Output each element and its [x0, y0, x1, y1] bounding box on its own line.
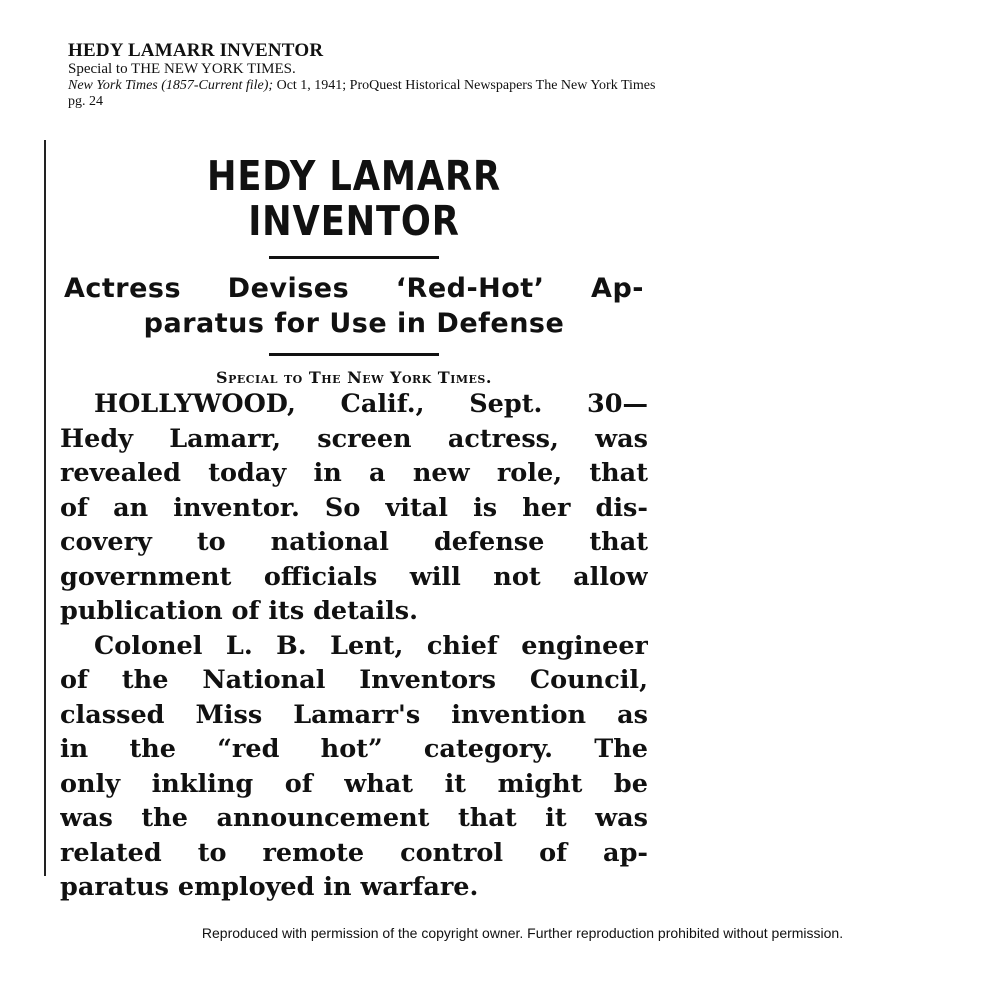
headline: HEDY LAMARR INVENTOR [206, 152, 502, 246]
citation-publication: New York Times (1857-Current file); [68, 78, 274, 94]
text-line: covery to national defense that [60, 527, 648, 558]
text-line: only inkling of what it might be [60, 768, 648, 799]
text-line: was the announcement that it was [60, 803, 648, 834]
paragraph-2 [60, 629, 648, 905]
text-line: Colonel L. B. Lent, chief engineer [94, 630, 648, 661]
headline-rule [269, 256, 439, 259]
text-line: HOLLYWOOD, Calif., Sept. 30— [94, 389, 648, 420]
column-rule [44, 140, 46, 876]
text-line: revealed today in a new role, that [60, 458, 648, 489]
citation-title: HEDY LAMARR INVENTOR [68, 40, 324, 61]
text-line: Hedy Lamarr, screen actress, was [60, 423, 648, 454]
dateline-credit: Special to The New York Times. [216, 368, 492, 388]
text-line: classed Miss Lamarr's invention as [60, 699, 648, 730]
text-line: government officials will not allow [60, 561, 648, 592]
paragraph-1 [60, 387, 648, 629]
article-clipping [60, 150, 648, 905]
citation-byline: Special to THE NEW YORK TIMES. [68, 61, 296, 78]
copyright-notice: Reproduced with permission of the copyright owner. Further reproduction prohibited without permission. [201, 925, 844, 941]
text-line: paratus employed in warfare. [60, 872, 479, 903]
deck-line: Actress Devises ‘Red-Hot’ Ap- [64, 273, 644, 305]
deck-line: paratus for Use in Defense [143, 308, 565, 340]
citation-block [68, 40, 948, 109]
citation-page: pg. 24 [68, 93, 103, 109]
text-line: publication of its details. [60, 596, 419, 627]
deck-rule [269, 353, 439, 356]
text-line: in the “red hot” category. The [60, 734, 648, 765]
deck [60, 271, 648, 341]
text-line: of the National Inventors Council, [60, 665, 648, 696]
text-line: of an inventor. So vital is her dis- [60, 492, 648, 523]
citation-source-details: Oct 1, 1941; ProQuest Historical Newspapers The New York Times [273, 78, 656, 94]
text-line: related to remote control of ap- [60, 837, 648, 868]
citation-source [68, 78, 948, 94]
